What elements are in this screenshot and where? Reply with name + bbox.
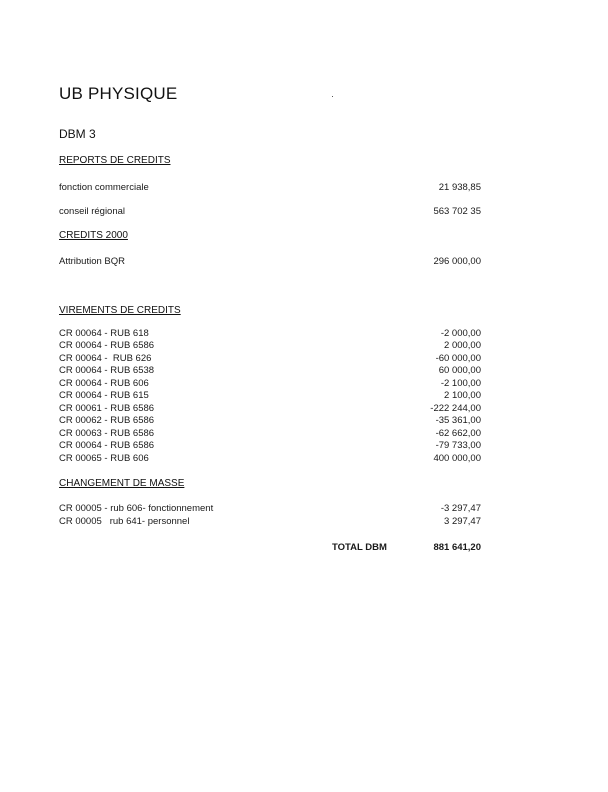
line-item-label: CR 00064 - RUB 615 <box>59 390 149 401</box>
line-item-amount: 3 297,47 <box>444 516 481 527</box>
line-item-amount: 2 100,00 <box>444 390 481 401</box>
scan-speck <box>332 96 333 97</box>
section-heading-changement: CHANGEMENT DE MASSE <box>59 478 185 489</box>
line-item-label: CR 00005 rub 641- personnel <box>59 516 190 527</box>
line-item-label: CR 00064 - RUB 6586 <box>59 340 155 351</box>
line-item-amount: -35 361,00 <box>435 415 481 426</box>
line-item-label: CR 00005 - rub 606- fonctionnement <box>59 503 214 514</box>
line-item-label: conseil régional <box>59 206 126 217</box>
line-item-label: CR 00065 - RUB 606 <box>59 453 149 464</box>
line-item <box>59 378 481 390</box>
line-item <box>59 256 481 268</box>
line-item-label: CR 00064 - RUB 626 <box>59 353 152 364</box>
document-title: UB PHYSIQUE <box>59 84 178 103</box>
line-item <box>59 440 481 452</box>
line-item-label: CR 00063 - RUB 6586 <box>59 428 155 439</box>
line-item <box>59 503 481 515</box>
line-item-amount: -3 297,47 <box>440 503 481 514</box>
section-heading-reports: REPORTS DE CREDITS <box>59 155 171 166</box>
line-item-label: fonction commerciale <box>59 182 149 193</box>
total-row <box>332 542 481 554</box>
line-item-label: CR 00064 - RUB 6586 <box>59 440 155 451</box>
line-item-label: CR 00062 - RUB 6586 <box>59 415 155 426</box>
total-amount: 881 641,20 <box>433 542 481 553</box>
line-item-amount: 563 702 35 <box>433 206 481 217</box>
line-item <box>59 340 481 352</box>
line-item <box>59 365 481 377</box>
line-item <box>59 428 481 440</box>
line-item-amount: -60 000,00 <box>435 353 481 364</box>
section-heading-credits-2000: CREDITS 2000 <box>59 230 128 241</box>
line-item <box>59 516 481 528</box>
line-item-amount: -2 000,00 <box>440 328 481 339</box>
line-item <box>59 453 481 465</box>
line-item-amount: 296 000,00 <box>433 256 481 267</box>
section-heading-virements: VIREMENTS DE CREDITS <box>59 305 181 316</box>
line-item-amount: -62 662,00 <box>435 428 481 439</box>
line-item-label: CR 00064 - RUB 618 <box>59 328 149 339</box>
line-item-label: Attribution BQR <box>59 256 125 267</box>
line-item-label: CR 00061 - RUB 6586 <box>59 403 155 414</box>
document-subtitle: DBM 3 <box>59 127 96 141</box>
line-item-amount: -2 100,00 <box>440 378 481 389</box>
line-item <box>59 403 481 415</box>
line-item <box>59 206 481 218</box>
line-item-label: CR 00064 - RUB 6538 <box>59 365 155 376</box>
line-item <box>59 328 481 340</box>
line-item-amount: -222 244,00 <box>430 403 481 414</box>
line-item-amount: -79 733,00 <box>435 440 481 451</box>
line-item-amount: 2 000,00 <box>444 340 481 351</box>
line-item <box>59 353 481 365</box>
line-item <box>59 182 481 194</box>
line-item-amount: 60 000,00 <box>438 365 481 376</box>
line-item <box>59 415 481 427</box>
line-item-amount: 21 938,85 <box>438 182 481 193</box>
total-label: TOTAL DBM <box>332 542 387 553</box>
line-item <box>59 390 481 402</box>
line-item-label: CR 00064 - RUB 606 <box>59 378 149 389</box>
line-item-amount: 400 000,00 <box>433 453 481 464</box>
